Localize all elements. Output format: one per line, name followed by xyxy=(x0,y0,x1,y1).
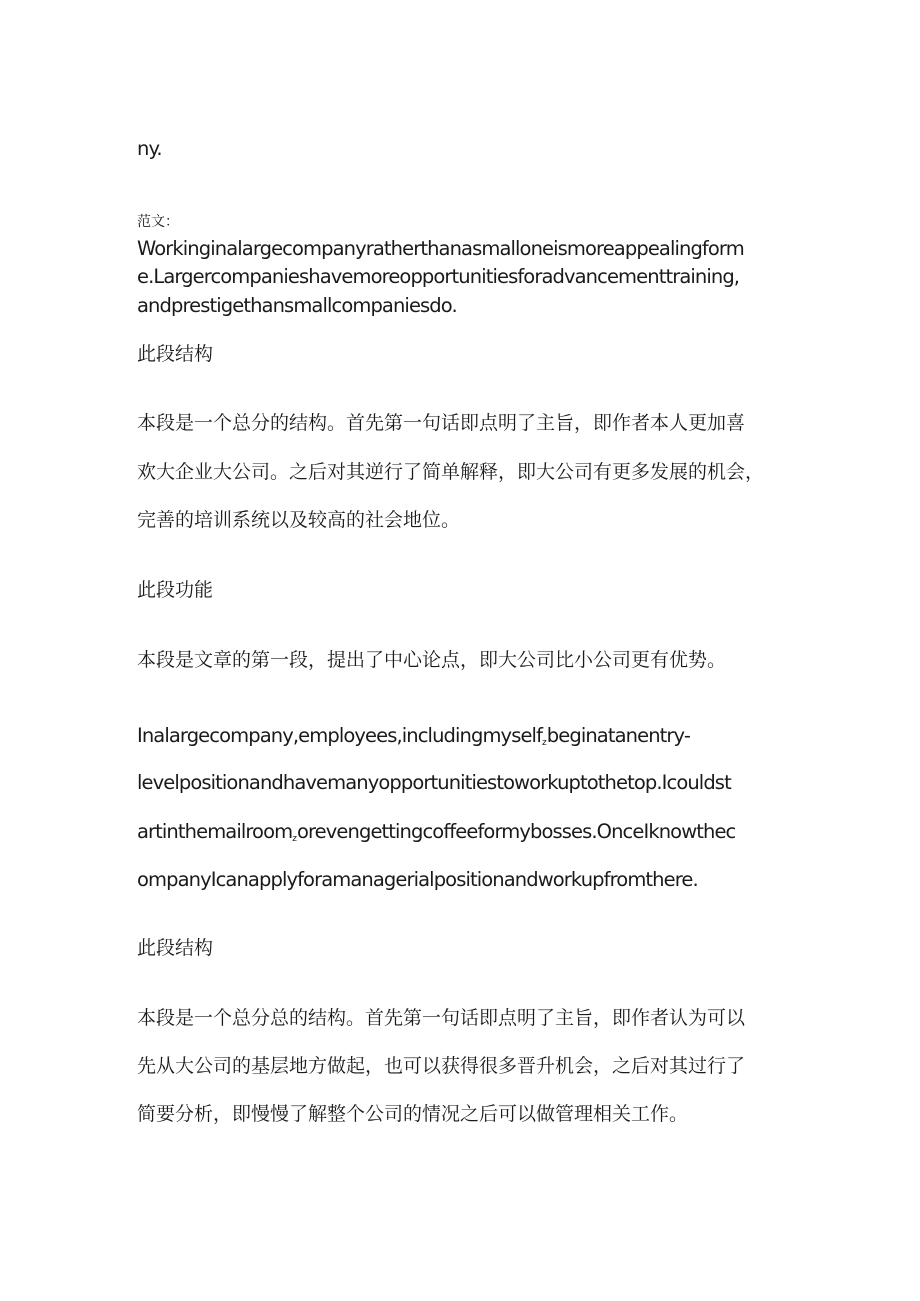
section2-structure-line-1: 本段是一个总分总的结构。首先第一句话即点明了主旨，即作者认为可以 xyxy=(137,1007,746,1029)
section1-structure-line-3: 完善的培训系统以及较高的社会地位。 xyxy=(137,509,461,531)
sample-line-3: andprestigethansmallcompaniesdo. xyxy=(137,294,457,317)
paragraph2-line-1-b: beginatanentry- xyxy=(546,724,690,747)
paragraph2-line-1-a: Inalargecompany,employees,includingmyself xyxy=(137,724,543,747)
sample-line-2: e.Largercompanieshavemoreopportunitiesforadvancementtraining, xyxy=(137,265,740,288)
section1-structure-line-2: 欢大企业大公司。之后对其逆行了简单解释，即大公司有更多发展的机会， xyxy=(137,461,765,483)
section1-function-line: 本段是文章的第一段，提出了中心论点，即大公司比小公司更有优势。 xyxy=(137,649,727,671)
fragment-text: ny. xyxy=(137,137,162,160)
sample-label: 范文： xyxy=(137,214,179,230)
paragraph2-line-1 xyxy=(137,724,690,755)
paragraph2-line-3-b: orevengettingcoffeeformybosses.OnceIknowthec xyxy=(296,820,736,843)
paragraph2-line-1-sub: z xyxy=(542,738,547,748)
section1-function-heading: 此段功能 xyxy=(137,579,214,601)
section1-structure-heading: 此段结构 xyxy=(137,343,214,365)
paragraph2-line-2: levelpositionandhavemanyopportunitiestoworkuptothetop.Icouldst xyxy=(137,771,731,794)
section2-structure-heading: 此段结构 xyxy=(137,937,214,959)
paragraph2-line-3-a: artinthemailroom xyxy=(137,820,293,843)
paragraph2-line-3-sub: z xyxy=(292,834,297,844)
section1-structure-line-1: 本段是一个总分的结构。首先第一句话即点明了主旨，即作者本人更加喜 xyxy=(137,412,746,434)
paragraph2-line-3 xyxy=(137,820,735,851)
section2-structure-line-2: 先从大公司的基层地方做起，也可以获得很多晋升机会，之后对其过行了 xyxy=(137,1055,746,1077)
paragraph2-line-4: ompanyIcanapplyforamanagerialpositionandworkupfromthere. xyxy=(137,868,698,891)
section2-structure-line-3: 简要分析，即慢慢了解整个公司的情况之后可以做管理相关工作。 xyxy=(137,1103,689,1125)
sample-line-1: Workinginalargecompanyratherthanasmalloneismoreappealingform xyxy=(137,237,744,260)
